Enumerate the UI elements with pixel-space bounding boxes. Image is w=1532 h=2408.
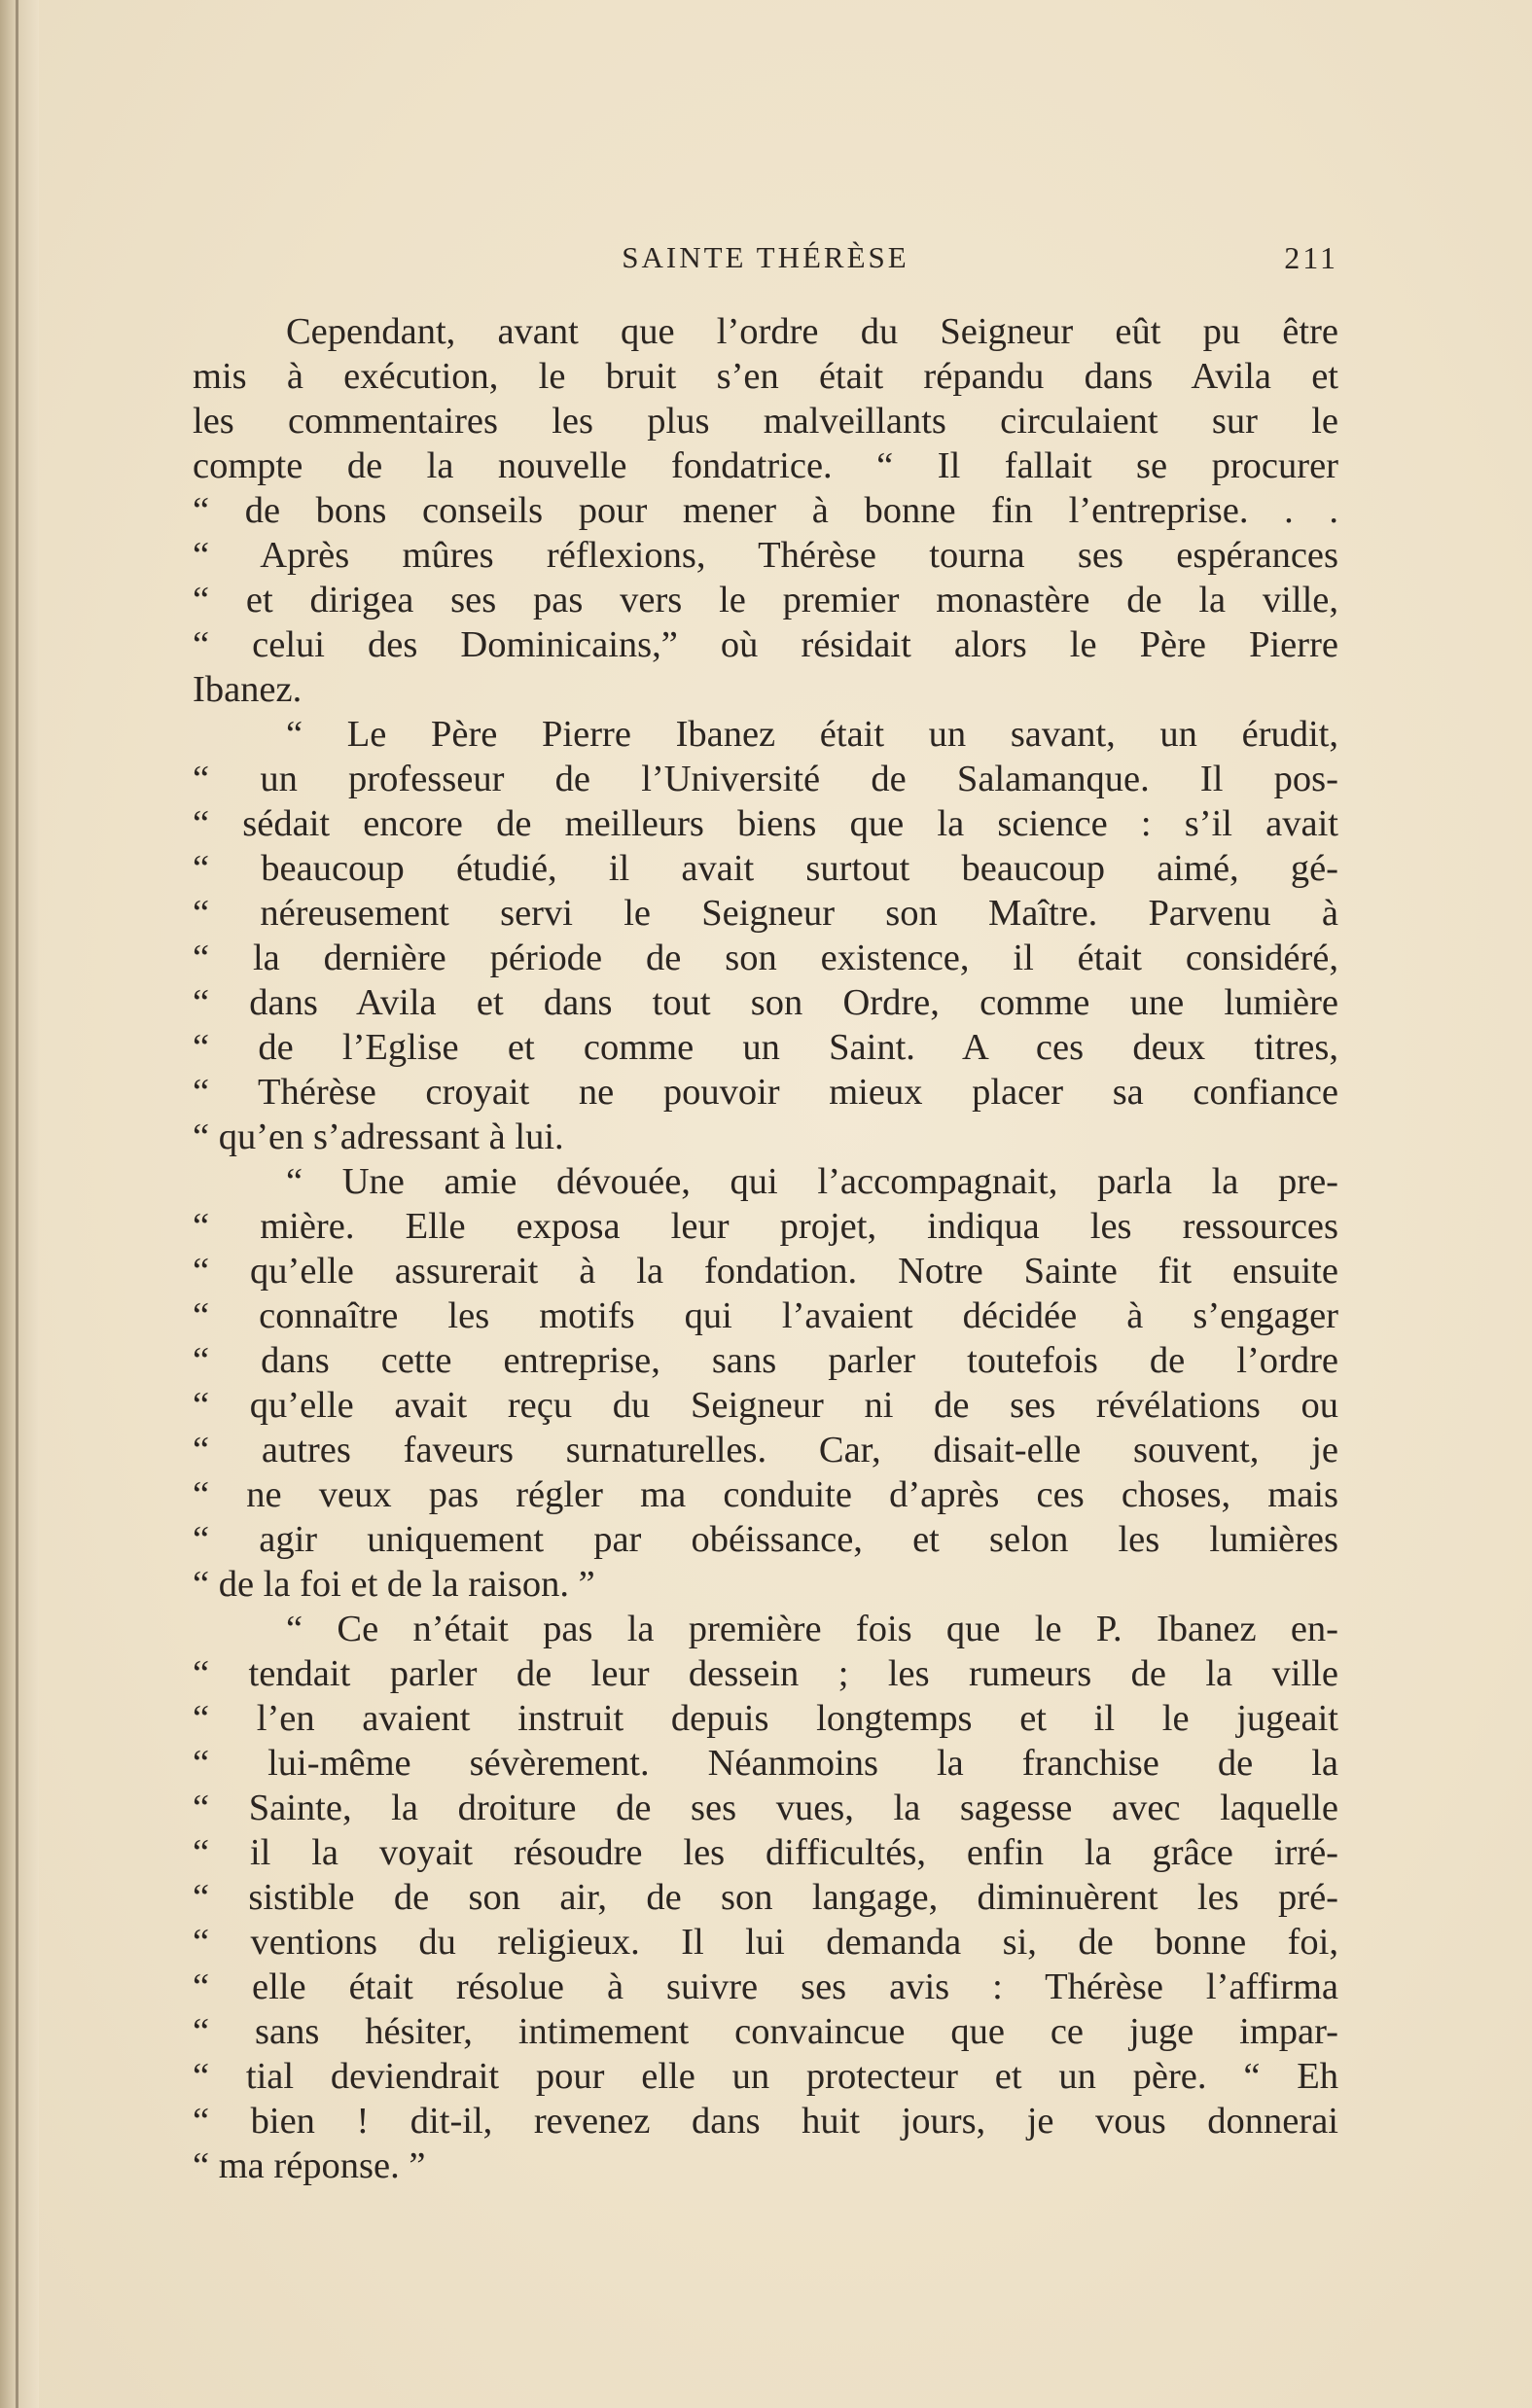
text-line: “ elle était résolue à suivre ses avis : Thérèse l’affirma	[193, 1966, 1338, 2007]
text-line: “ ne veux pas régler ma conduite d’après ces choses, mais	[193, 1474, 1338, 1515]
text-line: “ sans hésiter, intimement convaincue que ce juge impar-	[193, 2011, 1338, 2052]
page-number: 211	[1284, 240, 1338, 275]
text-line: “ Après mûres réflexions, Thérèse tourna ses espérances	[193, 535, 1338, 576]
text-line: “ de l’Eglise et comme un Saint. A ces deux titres,	[193, 1027, 1338, 1068]
text-line: “ qu’elle assurerait à la fondation. Notre Sainte fit ensuite	[193, 1251, 1338, 1292]
text-line: “ sistible de son air, de son langage, diminuèrent les pré-	[193, 1877, 1338, 1918]
text-line: “ qu’elle avait reçu du Seigneur ni de ses révélations ou	[193, 1385, 1338, 1426]
text-line: “ néreusement servi le Seigneur son Maître. Parvenu à	[193, 893, 1338, 934]
body-text	[193, 309, 1338, 2188]
binding-edge	[16, 0, 18, 2408]
text-line: “ Le Père Pierre Ibanez était un savant, un érudit,	[286, 714, 1338, 755]
running-title: SAINTE THÉRÈSE	[622, 240, 909, 274]
text-line: “ celui des Dominicains,” où résidait alors le Père Pierre	[193, 624, 1338, 665]
text-line: compte de la nouvelle fondatrice. “ Il fallait se procurer	[193, 445, 1338, 486]
text-line: “ un professeur de l’Université de Salamanque. Il pos-	[193, 759, 1338, 799]
text-line: “ mière. Elle exposa leur projet, indiqua les ressources	[193, 1206, 1338, 1247]
text-line: “ dans Avila et dans tout son Ordre, comme une lumière	[193, 982, 1338, 1023]
text-line: les commentaires les plus malveillants circulaient sur le	[193, 401, 1338, 442]
text-line: “ Une amie dévouée, qui l’accompagnait, parla la pre-	[286, 1161, 1338, 1202]
text-line: “ connaître les motifs qui l’avaient décidée à s’engager	[193, 1295, 1338, 1336]
text-line: “ il la voyait résoudre les difficultés, enfin la grâce irré-	[193, 1832, 1338, 1873]
text-line: “ agir uniquement par obéissance, et selon les lumières	[193, 1519, 1338, 1560]
text-line: “ tendait parler de leur dessein ; les rumeurs de la ville	[193, 1653, 1338, 1694]
text-line: “ autres faveurs surnaturelles. Car, disait-elle souvent, je	[193, 1430, 1338, 1470]
text-line: “ qu’en s’adressant à lui.	[193, 1116, 564, 1157]
text-line: “ la dernière période de son existence, il était considéré,	[193, 938, 1338, 978]
text-line: Ibanez.	[193, 669, 303, 710]
text-line: “ et dirigea ses pas vers le premier monastère de la ville,	[193, 580, 1338, 620]
text-line: “ dans cette entreprise, sans parler toutefois de l’ordre	[193, 1340, 1338, 1381]
text-line: “ Ce n’était pas la première fois que le P. Ibanez en-	[286, 1609, 1338, 1649]
text-line: “ ventions du religieux. Il lui demanda si, de bonne foi,	[193, 1922, 1338, 1963]
text-line: “ de bons conseils pour mener à bonne fin l’entreprise. . .	[193, 490, 1338, 531]
text-line: “ lui-même sévèrement. Néanmoins la franchise de la	[193, 1743, 1338, 1784]
text-line: “ ma réponse. ”	[193, 2145, 426, 2186]
text-line: Cependant, avant que l’ordre du Seigneur eût pu être	[286, 311, 1338, 352]
text-line: “ de la foi et de la raison. ”	[193, 1564, 595, 1605]
text-line: “ Sainte, la droiture de ses vues, la sagesse avec laquelle	[193, 1788, 1338, 1828]
text-line: “ sédait encore de meilleurs biens que la science : s’il avait	[193, 803, 1338, 844]
text-line: “ Thérèse croyait ne pouvoir mieux placer sa confiance	[193, 1072, 1338, 1113]
text-line: “ tial deviendrait pour elle un protecteur et un père. “ Eh	[193, 2056, 1338, 2097]
text-line: mis à exécution, le bruit s’en était répandu dans Avila et	[193, 356, 1338, 397]
text-line: “ bien ! dit-il, revenez dans huit jours, je vous donnerai	[193, 2101, 1338, 2142]
text-line: “ l’en avaient instruit depuis longtemps et il le jugeait	[193, 1698, 1338, 1739]
book-spine-shadow	[0, 0, 39, 2408]
page-header	[193, 240, 1338, 285]
text-line: “ beaucoup étudié, il avait surtout beaucoup aimé, gé-	[193, 848, 1338, 889]
